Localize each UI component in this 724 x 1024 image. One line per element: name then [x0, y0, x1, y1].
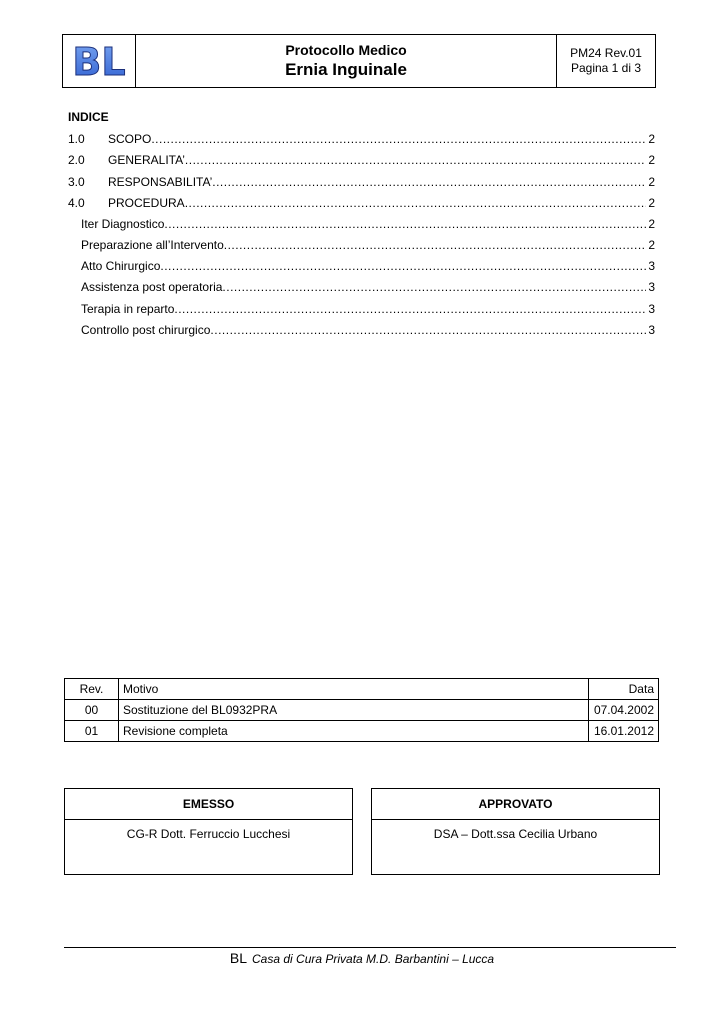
- issued-title: EMESSO: [65, 789, 352, 820]
- toc-label: Assistenza post operatoria: [81, 280, 223, 294]
- toc-item-generalita[interactable]: [68, 152, 655, 168]
- toc-item-scopo[interactable]: [68, 131, 655, 147]
- toc-label: SCOPO: [108, 132, 152, 146]
- toc-label: Controllo post chirurgico: [81, 323, 211, 337]
- toc-subitem-terapia[interactable]: [81, 301, 655, 317]
- cell-reason: Revisione completa: [119, 721, 589, 742]
- approved-name: DSA – Dott.ssa Cecilia Urbano: [433, 827, 598, 841]
- toc-subitem-controllo[interactable]: [81, 322, 655, 338]
- toc-leader: [185, 195, 647, 211]
- document-title: Ernia Inguinale: [285, 60, 407, 79]
- logo-cell: [63, 35, 136, 87]
- issued-box: [64, 788, 353, 875]
- toc-leader: [212, 174, 646, 190]
- toc-number: 3.0: [68, 175, 85, 189]
- toc-subitem-atto-chirurgico[interactable]: [81, 258, 655, 274]
- toc-leader: [185, 152, 646, 168]
- table-header-row: [65, 679, 659, 700]
- toc-number: 2.0: [68, 153, 85, 167]
- toc-label: Preparazione all’Intervento: [81, 238, 224, 252]
- cell-rev: 01: [65, 721, 119, 742]
- header-meta-cell: [557, 35, 655, 87]
- toc-page: 2: [648, 196, 655, 210]
- toc-page: 3: [648, 280, 655, 294]
- index-title: INDICE: [68, 110, 109, 124]
- footer-divider: [64, 947, 676, 948]
- toc-page: 3: [648, 259, 655, 273]
- toc-page: 2: [648, 217, 655, 231]
- footer-text: Casa di Cura Privata M.D. Barbantini – Lucca: [252, 952, 495, 966]
- page-indicator: Pagina 1 di 3: [570, 61, 642, 75]
- toc-label: Iter Diagnostico: [81, 217, 165, 231]
- header-title-cell: [136, 35, 557, 87]
- header-rev: Rev.: [65, 679, 119, 700]
- toc-page: 3: [648, 302, 655, 316]
- cell-rev: 00: [65, 700, 119, 721]
- toc-label: RESPONSABILITA’: [108, 175, 213, 189]
- toc-number: 1.0: [68, 132, 85, 146]
- approved-box: [371, 788, 660, 875]
- toc-item-responsabilita[interactable]: [68, 174, 655, 190]
- document-header: [62, 34, 656, 88]
- toc-subitem-preparazione[interactable]: [81, 237, 655, 253]
- toc-label: PROCEDURA: [108, 196, 185, 210]
- toc-leader: [222, 279, 646, 295]
- header-date: Data: [589, 679, 659, 700]
- footer-logo: BL: [229, 950, 247, 966]
- toc-label: Terapia in reparto: [81, 302, 175, 316]
- logo-text: BL: [72, 41, 126, 81]
- toc-page: 2: [648, 238, 655, 252]
- cell-reason: Sostituzione del BL0932PRA: [119, 700, 589, 721]
- bl-logo: [70, 41, 128, 81]
- toc-leader: [160, 258, 646, 274]
- toc-page: 2: [648, 153, 655, 167]
- toc-page: 2: [648, 175, 655, 189]
- toc-leader: [224, 237, 647, 253]
- toc-leader: [210, 322, 646, 338]
- header-reason: Motivo: [119, 679, 589, 700]
- page-footer: [0, 950, 724, 966]
- toc-leader: [174, 301, 646, 317]
- toc-subitem-iter-diagnostico[interactable]: [81, 216, 655, 232]
- toc-leader: [151, 131, 646, 147]
- toc-label: GENERALITA’: [108, 153, 185, 167]
- document-type: Protocollo Medico: [285, 42, 407, 58]
- issued-name: CG-R Dott. Ferruccio Lucchesi: [126, 827, 291, 841]
- toc-leader: [164, 216, 646, 232]
- toc-page: 2: [648, 132, 655, 146]
- toc-label: Atto Chirurgico: [81, 259, 161, 273]
- toc-subitem-assistenza[interactable]: [81, 279, 655, 295]
- toc-number: 4.0: [68, 196, 85, 210]
- document-code: PM24 Rev.01: [570, 46, 642, 60]
- approved-title: APPROVATO: [372, 789, 659, 820]
- cell-date: 07.04.2002: [589, 700, 659, 721]
- table-row: [65, 700, 659, 721]
- toc-item-procedura[interactable]: [68, 195, 655, 211]
- table-row: [65, 721, 659, 742]
- cell-date: 16.01.2012: [589, 721, 659, 742]
- revision-table: [64, 678, 659, 742]
- toc-page: 3: [648, 323, 655, 337]
